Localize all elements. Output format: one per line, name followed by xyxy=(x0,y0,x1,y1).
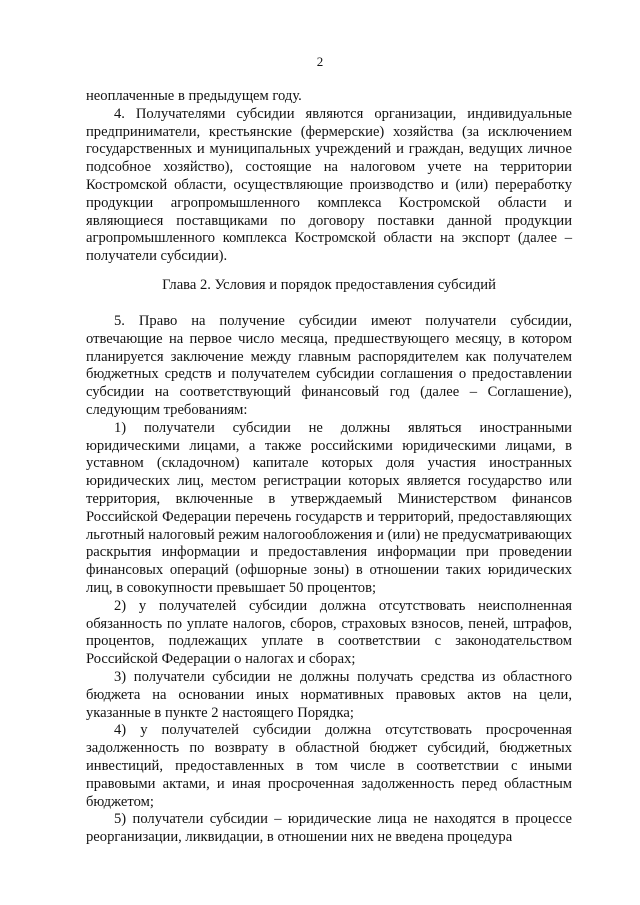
chapter-heading: Глава 2. Условия и порядок предоставления субсидий xyxy=(162,277,496,293)
requirement-item-1: 1) получатели субсидии не должны являться иностранными юридическими лицами, а также российскими юридическими лицами, в уставном (складочном) капитале которых доля участия иностранных юридических лиц, местом регистрации которых является государство или территория, включенные в утверждаемый Министерством финансов Российской Федерации перечень государств и территорий, предоставляющих льготный налоговый режим налогообложения и (или) не предусматривающих раскрытия информации и предоставления информации при проведении финансовых операций (офшорные зоны) в отношении таких юридических лиц, в совокупности превышает 50 процентов; xyxy=(86,419,572,596)
paragraph-5: 5. Право на получение субсидии имеют получатели субсидии, отвечающие на первое число месяца, предшествующего месяцу, в котором планируется заключение между главным распорядителем как получателем бюджетных средств и получателем субсидии соглашения о предоставлении субсидии на соответствующий финансовый год (далее – Соглашение), следующим требованиям: xyxy=(86,313,572,418)
requirement-item-2: 2) у получателей субсидии должна отсутствовать неисполненная обязанность по уплате налогов, сборов, страховых взносов, пеней, штрафов, процентов, подлежащих уплате в соответствии с законодательством Российской Федерации о налогах и сборах; xyxy=(86,597,572,668)
requirement-item-5: 5) получатели субсидии – юридические лица не находятся в процессе реорганизации, ликвидации, в отношении них не введена процедура xyxy=(86,811,572,846)
requirement-item-3: 3) получатели субсидии не должны получать средства из областного бюджета на основании иных нормативных правовых актов на цели, указанные в пункте 2 настоящего Порядка; xyxy=(86,668,572,721)
paragraph-4: 4. Получателями субсидии являются организации, индивидуальные предприниматели, крестьянские (фермерские) хозяйства (за исключением государственных и муниципальных учреждений и граждан, ведущих личное подсобное хозяйство), состоящие на налоговом учете на территории Костромской области, осуществляющие производство и (или) переработку продукции агропромышленного комплекса Костромской области и являющиеся поставщиками по договору поставки данной продукции агропромышленного комплекса Костромской области на экспорт (далее – получатели субсидии). xyxy=(86,105,572,265)
requirement-item-4: 4) у получателей субсидии должна отсутствовать просроченная задолженность по возврату в областной бюджет субсидий, бюджетных инвестиций, предоставленных в том числе в соответствии с иными правовыми актами, и иная просроченная задолженность перед областным бюджетом; xyxy=(86,722,572,810)
main-text-block xyxy=(86,313,572,847)
continuation-line: неоплаченные в предыдущем году. xyxy=(86,88,302,104)
page-number: 2 xyxy=(316,54,324,69)
top-text-block xyxy=(86,88,572,266)
